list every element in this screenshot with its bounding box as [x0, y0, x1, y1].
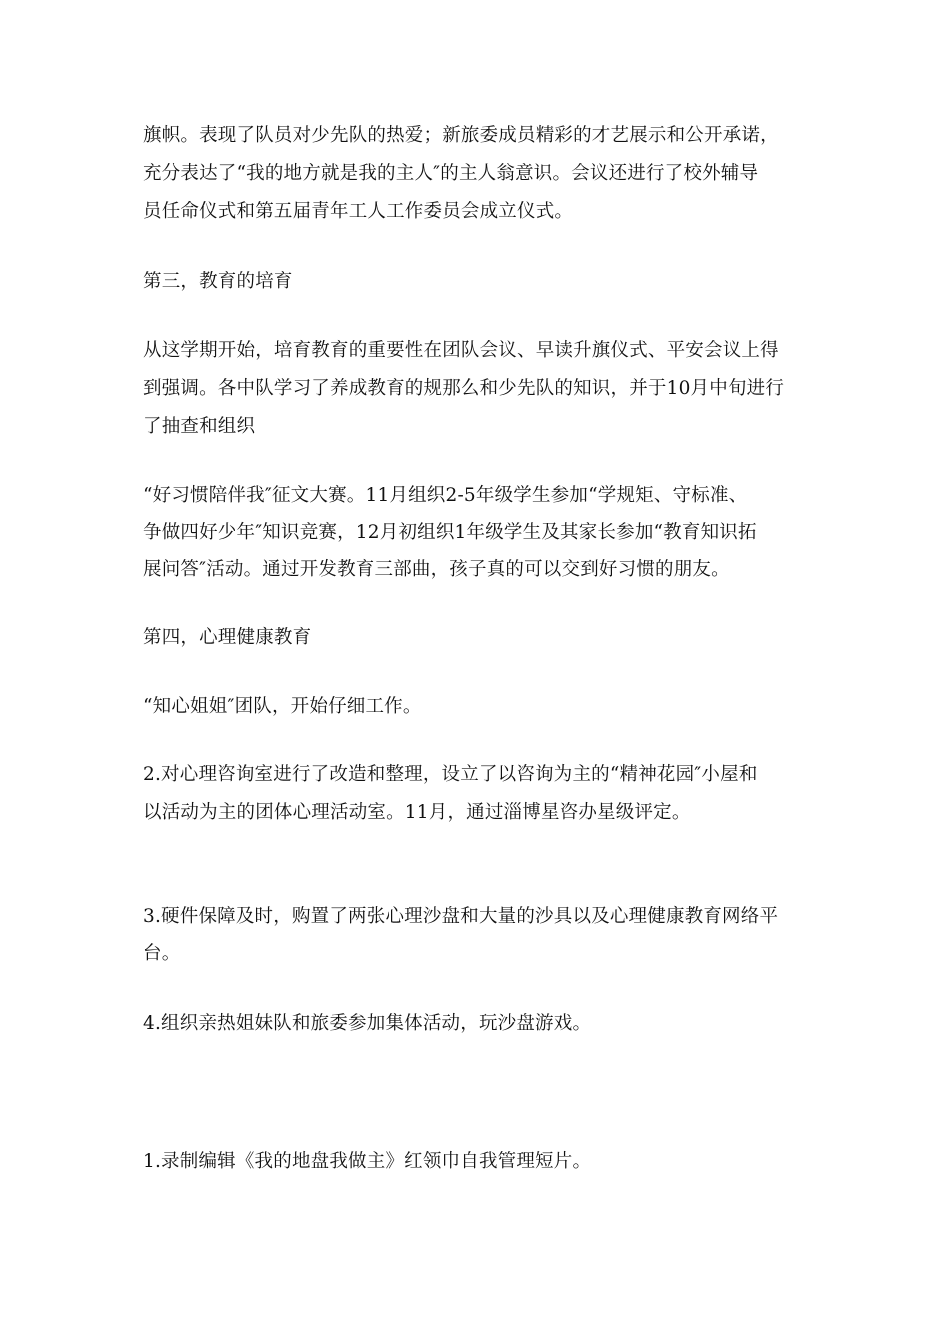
text-line: 展问答″活动。通过开发教育三部曲，孩子真的可以交到好习惯的朋友。 [143, 559, 730, 580]
text-line: “好习惯陪伴我″征文大赛。11月组织2-5年级学生参加“学规矩、守标准、 [143, 485, 748, 506]
text-line: 员任命仪式和第五届青年工人工作委员会成立仪式。 [143, 201, 574, 222]
text-line: 了抽查和组织 [143, 416, 256, 437]
text-line: 争做四好少年″知识竞赛，12月初组织1年级学生及其家长参加“教育知识拓 [143, 522, 757, 543]
section-heading: 第三，教育的培育 [143, 271, 293, 292]
text-line: “知心姐姐″团队，开始仔细工作。 [143, 696, 422, 717]
list-item: 2.对心理咨询室进行了改造和整理，设立了以咨询为主的“精神花园″小屋和 [143, 764, 758, 785]
section-heading: 第四，心理健康教育 [143, 627, 312, 648]
list-item: 4.组织亲热姐妹队和旅委参加集体活动，玩沙盘游戏。 [143, 1013, 592, 1034]
list-item-continuation: 台。 [143, 943, 181, 964]
list-item-continuation: 以活动为主的团体心理活动室。11月，通过淄博星咨办星级评定。 [143, 802, 691, 823]
text-line: 充分表达了“我的地方就是我的主人″的主人翁意识。会议还进行了校外辅导 [143, 163, 759, 184]
text-line: 旗帜。表现了队员对少先队的热爱；新旅委成员精彩的才艺展示和公开承诺， [143, 125, 779, 146]
text-line: 到强调。各中队学习了养成教育的规那么和少先队的知识，并于10月中旬进行 [143, 378, 785, 399]
list-item: 3.硬件保障及时，购置了两张心理沙盘和大量的沙具以及心理健康教育网络平 [143, 906, 779, 927]
list-item: 1.录制编辑《我的地盘我做主》红领巾自我管理短片。 [143, 1151, 592, 1172]
text-line: 从这学期开始，培育教育的重要性在团队会议、早读升旗仪式、平安会议上得 [143, 340, 779, 361]
